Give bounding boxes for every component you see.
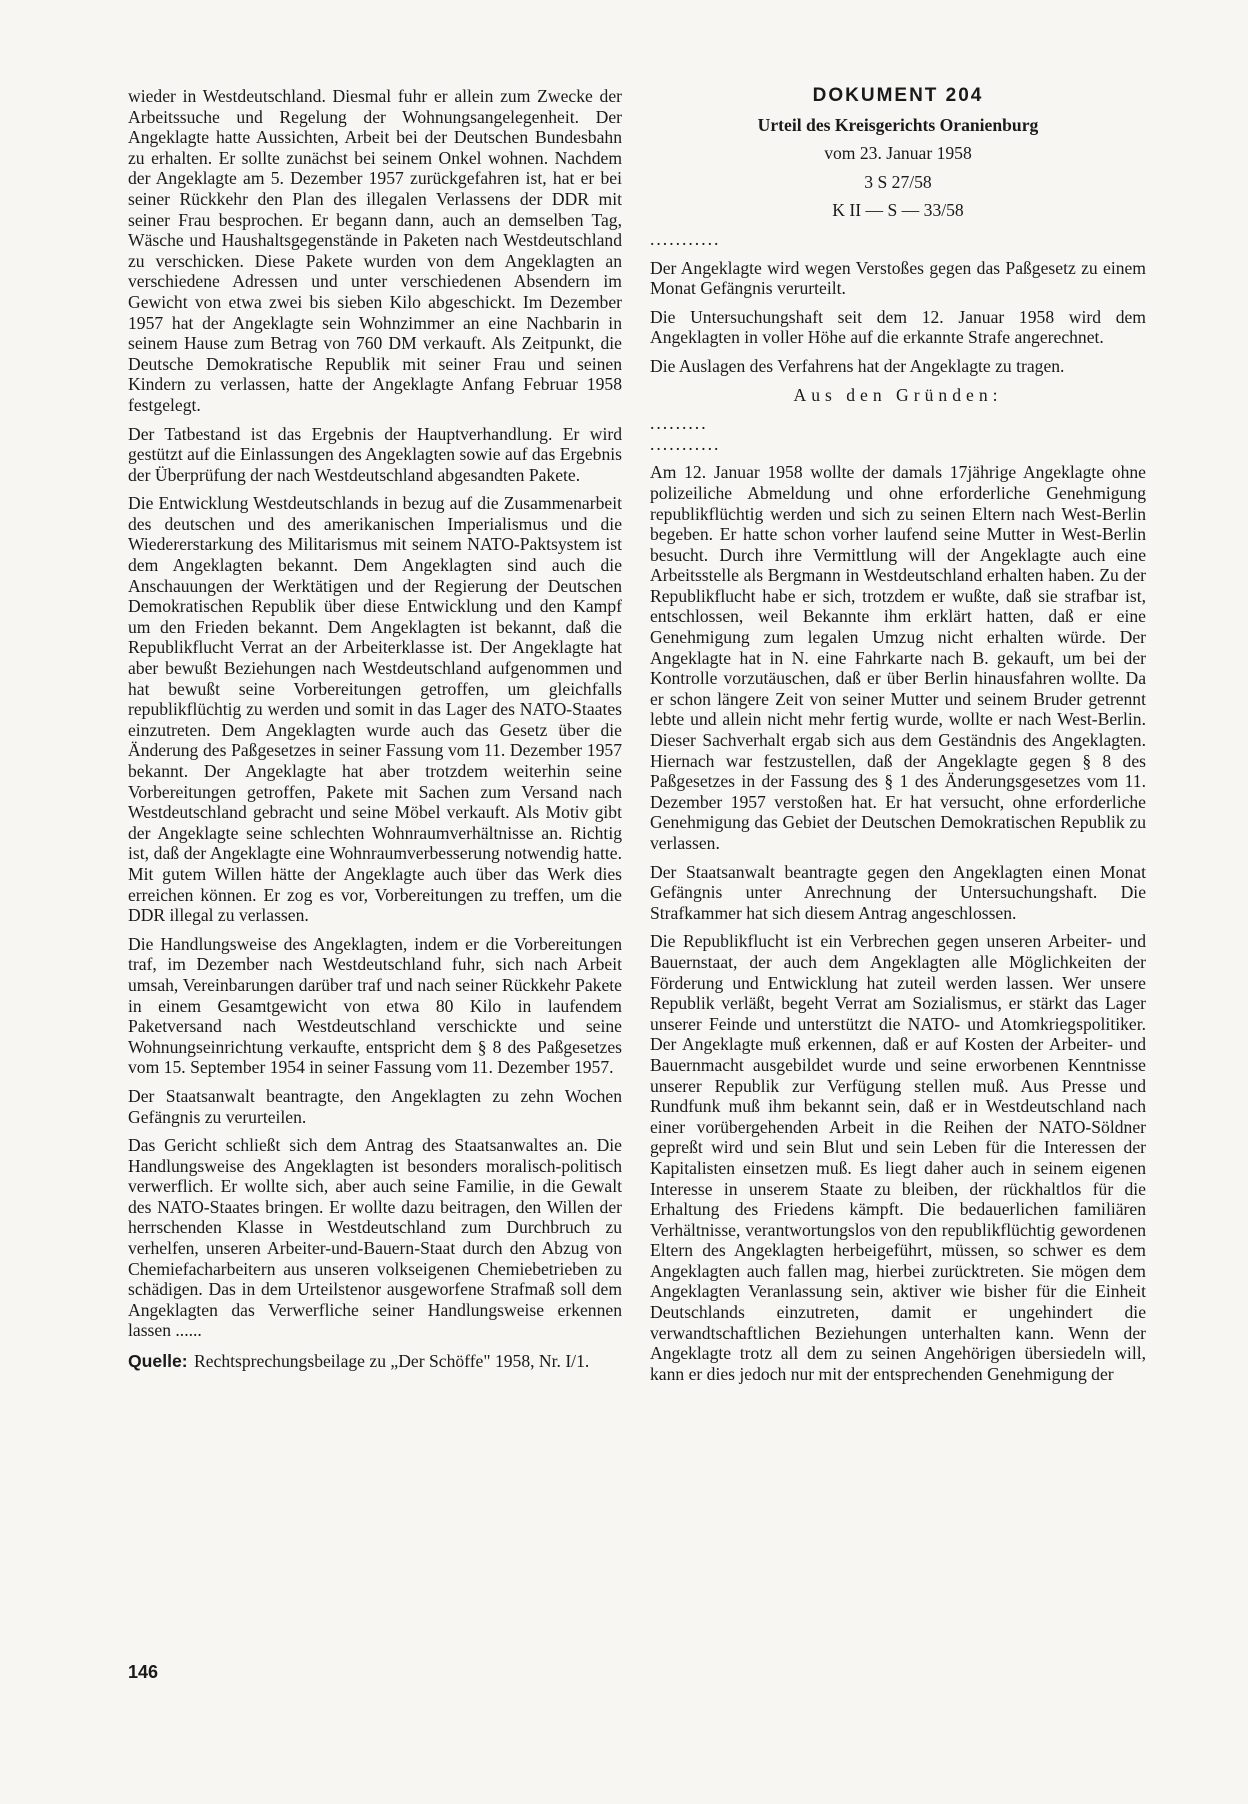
tenor-paragraph: Die Untersuchungshaft seit dem 12. Januar 1958 wird dem Angeklagten in voller Höhe auf die erkannte Strafe angerechnet. bbox=[650, 306, 1146, 348]
tenor-paragraph: Die Auslagen des Verfahrens hat der Angeklagte zu tragen. bbox=[650, 355, 1065, 376]
reasons-heading: Aus den Gründen: bbox=[793, 384, 1003, 405]
case-number: 3 S 27/58 bbox=[864, 171, 932, 192]
paragraph: Die Handlungsweise des Angeklagten, indem er die Vorbereitungen traf, im Dezember nach Westdeutschland fuhr, sich nach Arbeit umsah, Vereinbarungen darüber traf und nach seiner Rückkehr Pakete in einem Gesamtgewicht von etwa 80 Kilo in laufendem Paketversand nach Westdeutschland verschickte und seine Wohnungseinrichtung verkaufte, entspricht dem § 8 des Paßgesetzes vom 15. September 1954 in seiner Fassung vom 11. Dezember 1957. bbox=[128, 933, 622, 1078]
omission-dots: ........... bbox=[650, 433, 721, 454]
paragraph: Die Republikflucht ist ein Verbrechen gegen unseren Arbeiter- und Bauernstaat, der auch dem Angeklagten alle Möglichkeiten der Förderung und Entwicklung hat zuteil werden lassen. Wer unsere Republik verläßt, begeht Verrat am Sozialismus, er stärkt das Lager unserer Feinde und unterstützt die NATO- und Atomkriegspolitiker. Der Angeklagte muß erkennen, daß er auf Kosten der Arbeiter- und Bauernmacht ausgebildet wurde und seine erworbenen Kenntnisse unserer Republik zur Verfügung stellen muß. Aus Presse und Rundfunk muß ihm bekannt sein, daß er in Westdeutschland nach einer vorübergehenden Arbeit in die Reihen der NATO-Söldner gepreßt wird und sein Blut und sein Leben für die Interessen der Kapitalisten einsetzen muß. Es liegt daher auch in seinem eigenen Interesse in unserem Staate zu bleiben, der rückhaltlos für die Erhaltung des Friedens kämpft. Die bedauerlichen familiären Verhältnisse, verantwortungslos von den republikflüchtig gewordenen Eltern des Angeklagten herbeigeführt, müssen, so schwer es dem Angeklagten auch fallen mag, hierbei zurücktreten. Sie mögen dem Angeklagten Veranlassung sein, aktiver wie bisher für die Einheit Deutschlands einzutreten, damit er ungehindert die verwandtschaftlichen Beziehungen unterhalten kann. Wenn der Angeklagte trotz all dem zu seinen Angehörigen übersiedeln will, kann er dies jedoch nur mit der entsprechenden Genehmigung der bbox=[650, 931, 1146, 1384]
paragraph: Am 12. Januar 1958 wollte der damals 17jährige Angeklagte ohne polizeiliche Abmeldung und ohne erforderliche Genehmigung republikflüchtig werden und sich zu seinen Eltern nach West-Berlin begeben. Er hatte schon vorher laufend seine Mutter in West-Berlin besucht. Durch ihre Vermittlung will der Angeklagte auch eine Arbeitsstelle als Bergmann in Westdeutschland erhalten haben. Zu der Republikflucht habe er sich, trotzdem er wußte, daß sie strafbar ist, entschlossen, weil Bekannte ihm erklärt hatten, daß er eine Genehmigung zum legalen Umzug nicht erhalten würde. Der Angeklagte hat in N. eine Fahrkarte nach B. gekauft, um bei der Kontrolle vorzutäuschen, daß er über Berlin hinausfahren wollte. Da er schon längere Zeit von seiner Mutter und seinem Bruder getrennt lebte und allein nicht mehr fertig wurde, wollte er nach West-Berlin. Dieser Sachverhalt ergab sich aus dem Geständnis des Angeklagten. Hiernach war festzustellen, daß der Angeklagte gegen § 8 des Paßgesetzes in der Fassung des § 1 des Änderungsgesetzes vom 11. Dezember 1957 verstoßen hat. Er hat versucht, ohne erforderliche Genehmigung das Gebiet der Deutschen Demokratischen Republik zu verlassen. bbox=[650, 462, 1146, 853]
paragraph: Der Staatsanwalt beantragte gegen den Angeklagten einen Monat Gefängnis unter Anrechnung der Untersuchungshaft. Die Strafkammer hat sich diesem Antrag angeschlossen. bbox=[650, 861, 1146, 923]
judgment-date: vom 23. Januar 1958 bbox=[824, 143, 972, 164]
page-number: 146 bbox=[128, 1662, 159, 1682]
file-reference: K II — S — 33/58 bbox=[832, 200, 964, 221]
paragraph: Das Gericht schließt sich dem Antrag des Staatsanwaltes an. Die Handlungsweise des Angeklagten ist besonders moralisch-politisch verwerflich. Er wollte sich, aber auch seine Familie, in die Gewalt des NATO-Staates bringen. Er wollte dazu beitragen, den Willen der herrschenden Klasse in Westdeutschland zum Durchbruch zu verhelfen, unseren Arbeiter-und-Bauern-Staat durch den Abzug von Chemiefacharbeitern aus unseren volkseigenen Chemiebetrieben zu schädigen. Das in dem Urteilstenor ausgeworfene Strafmaß soll dem Angeklagten das Verwerfliche seiner Handlungsweise erkennen lassen ...... bbox=[128, 1135, 622, 1341]
source-citation bbox=[128, 1351, 622, 1372]
left-column bbox=[128, 86, 622, 1372]
paragraph: wieder in Westdeutschland. Diesmal fuhr er allein zum Zwecke der Arbeitssuche und Regelung der Wohnungsangelegenheit. Der Angeklagte hatte Aussichten, Arbeit bei der Deutschen Bundesbahn zu erhalten. Er sollte zunächst bei seinem Onkel wohnen. Nachdem der Angeklagte am 5. Dezember 1957 zurückgefahren ist, hat er bei seiner Rückkehr den Plan des illegalen Verlassens der DDR mit seiner Frau besprochen. Er begann dann, auch an demselben Tag, Wäsche und Haushaltsgegenstände in Paketen nach Westdeutschland zu verschicken. Diese Pakete wurden von dem Angeklagten an verschiedene Adressen und unter verschiedenen Absendern im Gewicht von etwa zwei bis sieben Kilo abgeschickt. Im Dezember 1957 hat der Angeklagte sein Wohnzimmer an eine Nachbarin in seinem Hause zum Betrag von 760 DM verkauft. Als Zeitpunkt, die Deutsche Demokratische Republik mit seiner Frau und seinen Kindern zu verlassen, hatte der Angeklagte Anfang Februar 1958 festgelegt. bbox=[128, 86, 622, 415]
omission-dots: ........... bbox=[650, 228, 721, 249]
paragraph: Der Tatbestand ist das Ergebnis der Hauptverhandlung. Er wird gestützt auf die Einlassungen des Angeklagten sowie auf das Ergebnis der Überprüfung der nach Westdeutschland abgesandten Pakete. bbox=[128, 423, 622, 485]
paragraph: Der Staatsanwalt beantragte, den Angeklagten zu zehn Wochen Gefängnis zu verurteilen. bbox=[128, 1085, 622, 1127]
paragraph: Die Entwicklung Westdeutschlands in bezug auf die Zusammenarbeit des deutschen und des amerikanischen Imperialismus und die Wiedererstarkung des Militarismus mit seinem NATO-Paktsystem ist dem Angeklagten bekannt. Dem Angeklagten sind auch die Anschauungen der Werktätigen und der Regierung der Deutschen Demokratischen Republik über diese Entwicklung und den Kampf um den Frieden bekannt. Dem Angeklagten ist bekannt, daß die Republikflucht Verrat an der Arbeiterklasse ist. Der Angeklagte hat aber bewußt Beziehungen nach Westdeutschland aufgenommen und hat bewußt seine Vorbereitungen getroffen, um gleichfalls republikflüchtig zu werden und somit in das Lager des NATO-Staates einzutreten. Dem Angeklagten wurde auch das Gesetz über die Änderung des Paßgesetzes in seiner Fassung vom 11. Dezember 1957 bekannt. Der Angeklagte hat aber trotzdem weiterhin seine Vorbereitungen getroffen, Pakete mit Sachen zum Versand nach Westdeutschland gebracht und seine Möbel verkauft. Als Motiv gibt der Angeklagte seine schlechten Wohnraumverhältnisse an. Richtig ist, daß der Angeklagte eine Wohnraumverbesserung notwendig hatte. Mit gutem Willen hätte der Angeklagte auch über das Werk dies erreichen können. Er zog es vor, Vorbereitungen zu treffen, um die DDR illegal zu verlassen. bbox=[128, 493, 622, 926]
source-label: Quelle: bbox=[128, 1351, 188, 1372]
court-name: Urteil des Kreisgerichts Oranienburg bbox=[757, 114, 1039, 135]
source-text: Rechtsprechungsbeilage zu „Der Schöffe" 1958, Nr. I/1. bbox=[194, 1351, 590, 1372]
document-title: DOKUMENT 204 bbox=[812, 85, 984, 106]
tenor-paragraph: Der Angeklagte wird wegen Verstoßes gegen das Paßgesetz zu einem Monat Gefängnis verurteilt. bbox=[650, 257, 1146, 299]
right-column bbox=[650, 86, 1146, 1392]
omission-dots: ......... bbox=[650, 413, 708, 434]
